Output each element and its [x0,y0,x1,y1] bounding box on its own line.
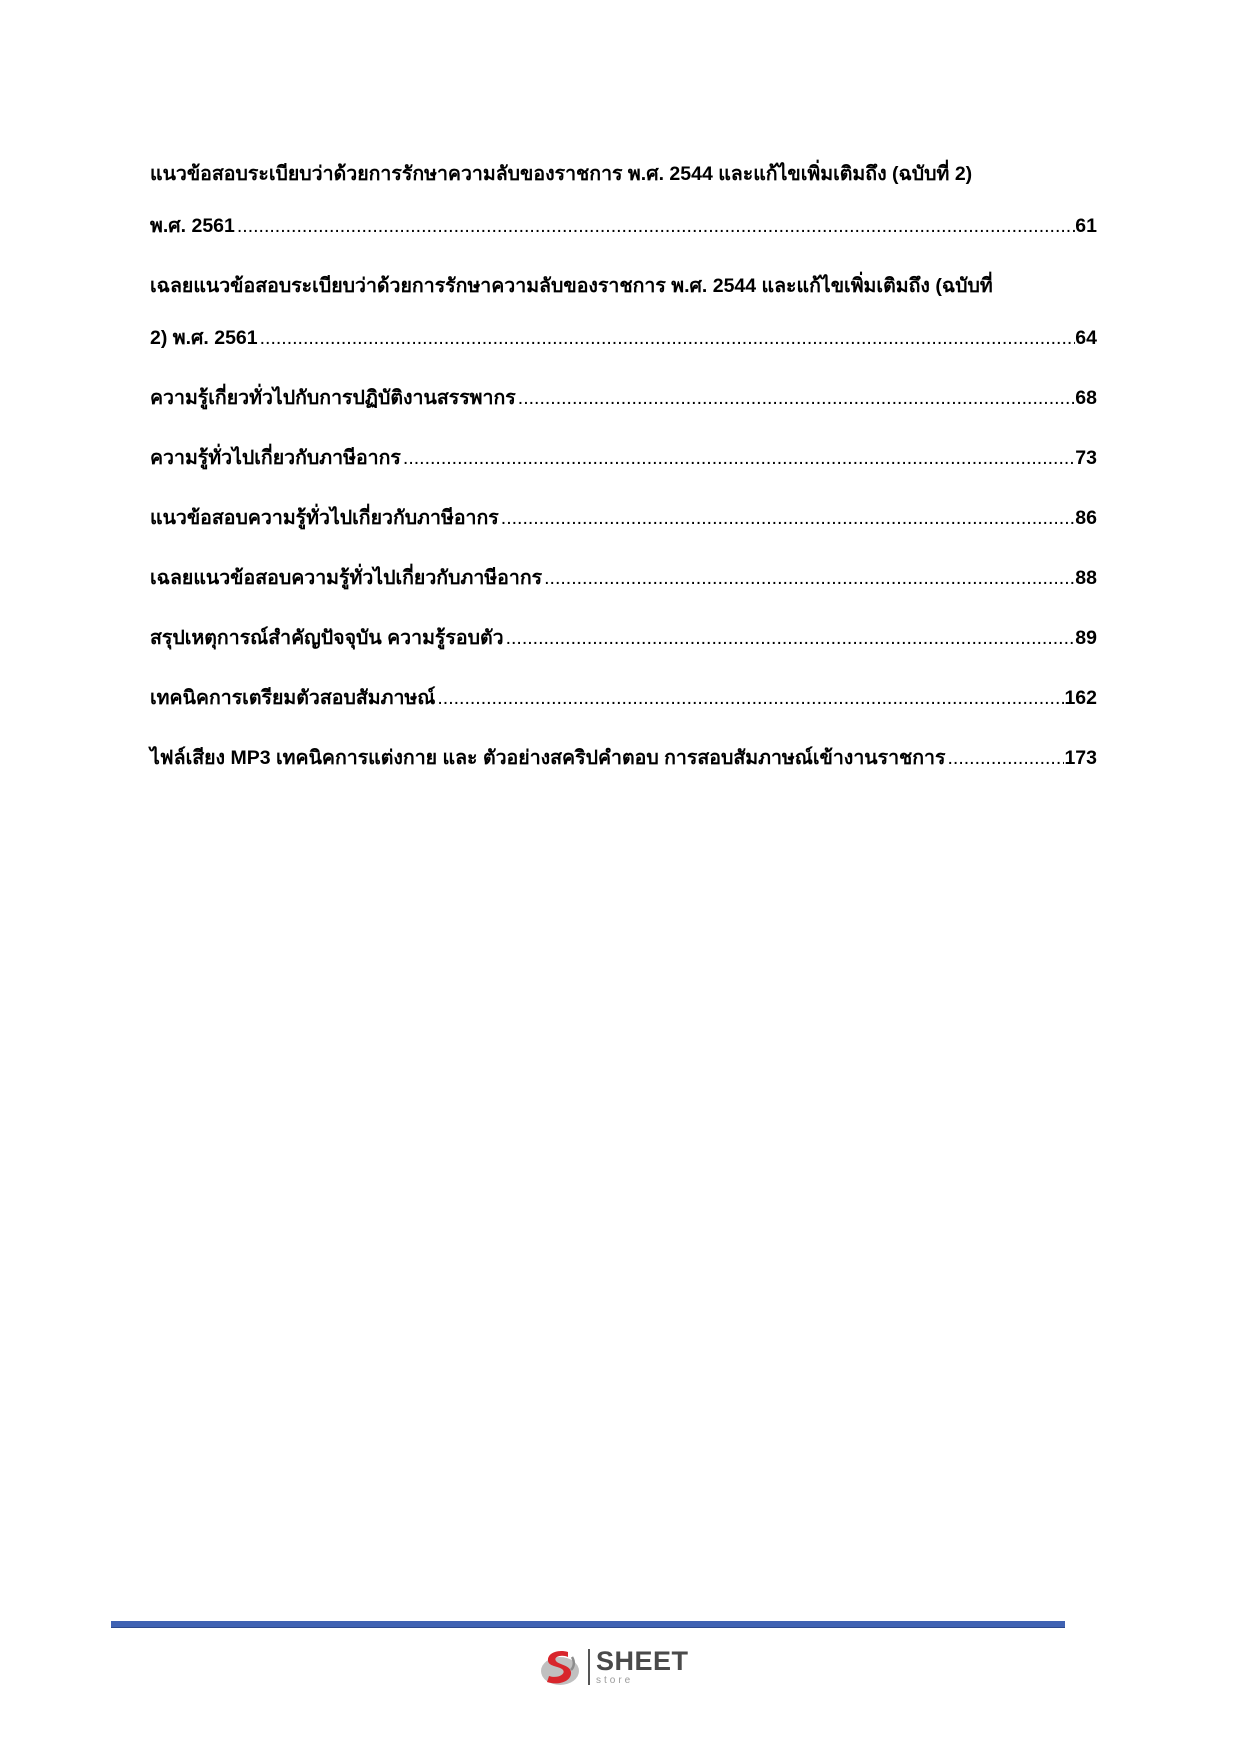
toc-entry[interactable] [150,552,1097,604]
toc-entry-title-line: เฉลยแนวข้อสอบระเบียบว่าด้วยการรักษาความลับของราชการ พ.ศ. 2544 และแก้ไขเพิ่มเติมถึง (ฉบับที่ [150,275,993,297]
logo-wordmark [596,1648,689,1686]
toc-page-number: 64 [1075,327,1097,349]
toc-page-number: 73 [1075,447,1097,469]
logo-subword: store [596,1675,634,1686]
toc-entry[interactable] [150,672,1097,724]
dot-leader [401,432,1075,484]
toc-entry-line [150,432,1097,484]
toc-entry[interactable] [150,612,1097,664]
dot-leader [435,672,1064,724]
toc-entry-line [150,672,1097,724]
toc-entry-title: แนวข้อสอบความรู้ทั่วไปเกี่ยวกับภาษีอากร [150,507,499,529]
dot-leader [504,612,1076,664]
toc-entry-line [150,612,1097,664]
table-of-contents [150,148,1097,792]
toc-entry-line [150,372,1097,424]
sheet-store-logo-icon [538,1645,582,1689]
dot-leader [945,732,1064,784]
logo-divider [588,1649,590,1685]
toc-entry-last-line [150,200,1097,252]
toc-entry-title-end: 2) พ.ศ. 2561 [150,327,258,349]
toc-entry-title: ความรู้เกี่ยวทั่วไปกับการปฏิบัติงานสรรพากร [150,387,516,409]
toc-entry-last-line [150,312,1097,364]
footer-rule [111,1621,1065,1628]
dot-leader [235,200,1075,252]
toc-entry-title-end: พ.ศ. 2561 [150,215,235,237]
dot-leader [542,552,1075,604]
dot-leader [499,492,1076,544]
logo-word: SHEET [596,1646,689,1676]
toc-entry-line [150,732,1097,784]
toc-page-number: 89 [1075,627,1097,649]
toc-entry-title: ความรู้ทั่วไปเกี่ยวกับภาษีอากร [150,447,401,469]
toc-page-number: 162 [1064,687,1097,709]
toc-page-number: 88 [1075,567,1097,589]
toc-entry[interactable] [150,260,1097,364]
dot-leader [258,312,1076,364]
toc-entry-title: สรุปเหตุการณ์สำคัญปัจจุบัน ความรู้รอบตัว [150,627,504,649]
sheet-store-logo [538,1645,689,1689]
toc-entry-title: เทคนิคการเตรียมตัวสอบสัมภาษณ์ [150,687,436,709]
toc-entry-line [150,492,1097,544]
toc-entry-line [150,552,1097,604]
toc-entry[interactable] [150,148,1097,252]
toc-page-number: 86 [1075,507,1097,529]
toc-page-number: 68 [1075,387,1097,409]
toc-entry-title-line: แนวข้อสอบระเบียบว่าด้วยการรักษาความลับของราชการ พ.ศ. 2544 และแก้ไขเพิ่มเติมถึง (ฉบับที่ 2) [150,163,973,185]
dot-leader [516,372,1076,424]
toc-page-number: 61 [1075,215,1097,237]
toc-entry[interactable] [150,372,1097,424]
toc-entry[interactable] [150,492,1097,544]
toc-entry[interactable] [150,732,1097,784]
toc-entry[interactable] [150,432,1097,484]
toc-entry-title: ไฟล์เสียง MP3 เทคนิคการแต่งกาย และ ตัวอย่างสคริปคำตอบ การสอบสัมภาษณ์เข้างานราชการ [150,747,946,769]
toc-page-number: 173 [1064,747,1097,769]
toc-entry-title: เฉลยแนวข้อสอบความรู้ทั่วไปเกี่ยวกับภาษีอากร [150,567,543,589]
